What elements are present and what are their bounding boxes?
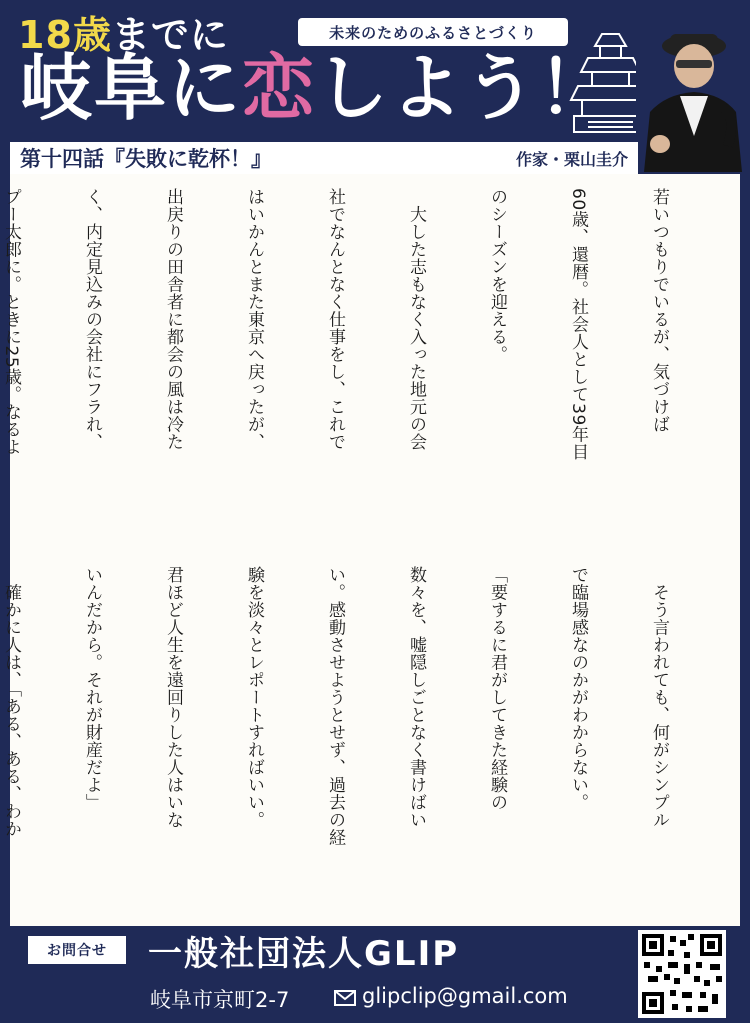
body-line: 数々を、嘘隠しごとなく書けばい <box>406 566 426 829</box>
mail-icon <box>334 990 356 1006</box>
age-prefix: 18歳 <box>18 13 112 57</box>
chapter-title: 第十四話『失敗に乾杯！』 <box>20 146 272 171</box>
body-line: 出戻りの田舎者に都会の風は冷た <box>163 188 183 451</box>
body-line: 大した志もなく入った地元の会 <box>406 188 426 451</box>
body-line: そう言われても、何がシンプル <box>649 566 669 829</box>
body-line: 験を淡々とレポートすればいい。 <box>244 566 264 829</box>
headline-pre: 岐阜に <box>20 46 243 130</box>
body-line: のシーズンを迎える。 <box>487 188 507 363</box>
headline-post: しよう！ <box>316 46 613 130</box>
body-line: で臨場感なのかがわからない。 <box>568 566 588 811</box>
age-suffix: までに <box>111 13 229 57</box>
body-line: 60歳、還暦。社会人として39年目 <box>568 188 588 461</box>
body-line: い。感動させようとせず、過去の経 <box>325 566 345 846</box>
body-line: プー太郎に。ときに25歳。なるよ <box>1 188 21 456</box>
body-line: 確かに人は、「ある、ある、わか <box>1 566 21 838</box>
author-credit: 作家・栗山圭介 <box>515 149 628 169</box>
organization-name: 一般社団法人GLIP <box>148 934 460 974</box>
body-line: いんだから。それが財産だよ」 <box>82 566 102 811</box>
body-line: 社でなんとなく仕事をし、これで <box>325 188 345 451</box>
headline-koi: 恋 <box>242 46 317 130</box>
body-line: 「要するに君がしてきた経験の <box>487 566 507 811</box>
headline <box>20 46 613 130</box>
contact-label: お問合せ <box>28 936 126 964</box>
author-portrait <box>636 16 744 172</box>
body-bottom-block <box>0 566 726 916</box>
chapter-bar <box>10 142 638 174</box>
address: 岐阜市京町2-7 <box>150 988 290 1012</box>
body-line: 君ほど人生を遠回りした人はいな <box>163 566 183 829</box>
series-subtitle: 未来のためのふるさとづくり <box>298 18 568 46</box>
email-link[interactable]: glipclip@gmail.com <box>362 984 568 1008</box>
body-line: はいかんとまた東京へ戻ったが、 <box>244 188 264 451</box>
body-top-block <box>0 188 726 538</box>
body-line: く、内定見込みの会社にフラれ、 <box>82 188 102 451</box>
qr-code[interactable] <box>638 930 726 1018</box>
body-line: 若いつもりでいるが、気づけば <box>649 188 669 433</box>
article-body <box>1 174 740 926</box>
